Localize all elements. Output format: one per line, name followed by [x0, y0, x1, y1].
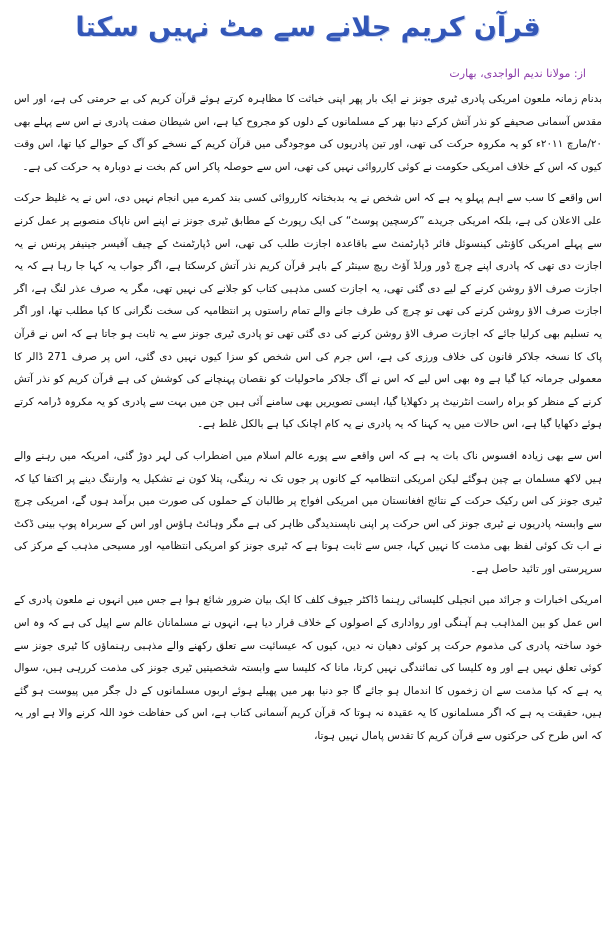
- article-paragraph: بدنام زمانہ ملعون امریکی پادری ٹیری جونز نے ایک بار پھر اپنی خباثت کا مظاہرہ کرتے ہوئے قرآن کریم کی بے حرمتی کی ہے، اور اس مقدس آسمانی صحیفے کو نذر آتش کرکے دنیا بھر کے مسلمانوں کے دلوں کو مجروح کیا ہے، اس شیطان صفت پادری نے اس سے پہلے بھی ۲۰/مارچ ۲۰۱۱ء کو یہ مکروہ حرکت کی تھی، اور تین پادریوں کی موجودگی میں قرآن کریم کے نسخے کو آگ کے حوالے کیا تھا، اس وقت کیوں کہ اس کے خلاف امریکی حکومت نے کوئی کارروائی نہیں کی تھی، اس سے حوصلہ پاکر اس کم بخت نے دوبارہ یہ حرکت کی ہے۔: [14, 93, 602, 173]
- article-paragraph: امریکی اخبارات و جرائد میں انجیلی کلیسائی رہنما ڈاکٹر جیوف کلف کا ایک بیان ضرور شائع ہوا ہے جس میں انہوں نے ملعون پادری کے اس عمل کو بین المذاہب ہم آہنگی اور رواداری کے اصولوں کے خلاف قرار دیا ہے، انہوں نے مسلمانان عالم سے اپیل کی ہے کہ وہ اس خود ساختہ پادری کی مذموم حرکت پر کوئی دھیان نہ دیں، کیوں کہ عیسائیت سے تعلق رکھنے والے مذہبی رہنماؤں کا ٹیری جونز سے کوئی تعلق نہیں ہے اور وہ کلیسا کی نمائندگی نہیں کرتا، مانا کہ کلیسا سے وابستہ شخصیتیں ٹیری جونز کی مذمت کررہی ہیں، سوال یہ ہے کہ کیا مذمت سے ان زخموں کا اندمال ہو جائے گا جو دنیا بھر میں پھیلے ہوئے اربوں مسلمانوں کے دل جگر میں پیوست ہو گئے ہیں، حقیقت یہ ہے کہ اگر مسلمانوں کا یہ عقیدہ نہ ہوتا کہ قرآن کریم آسمانی کتاب ہے، اس کی حفاظت خود اللہ کرنے والا ہے اور یہ کہ اس طرح کی حرکتوں سے قرآن کریم کا تقدس پامال نہیں ہوتا،: [14, 594, 602, 743]
- article-paragraph: اس واقعے کا سب سے اہم پہلو یہ ہے کہ اس شخص نے یہ بدبختانہ کارروائی کسی بند کمرے میں انجام نہیں دی، اس نے یہ غلیظ حرکت علی الاعلان کی ہے، بلکہ امریکی جریدے ”کرسچین پوسٹ“ کی ایک رپورٹ کے مطابق ٹیری جونز نے اپنے اس ناپاک منصوبے پر عمل کرنے سے پہلے امریکی کاؤنٹی کینسوئل فائر ڈپارٹمنٹ سے باقاعدہ اجازت طلب کی تھی، اس ڈپارٹمنٹ کے چیف آفیسر جینیفر پرنس نے یہ اجازت دی تھی کہ پادری اپنے چرچ ڈور ورلڈ آؤٹ ریچ سینٹر کے باہر قرآن کریم نذر آتش کرسکتا ہے، اگر جواب یہ کہا جا رہا ہے کہ یہ اجازت صرف الاؤ روشن کرنے کے لیے دی گئی تھی، یہ اجازت کسی مذہبی کتاب کو جلانے کی نہیں تھی، مگر یہ صرف عذر لنگ ہے، اگر اجازت صرف الاؤ روشن کرنے کی تھی تو چرچ کی طرف جانے والے تمام راستوں پر انتظامیہ کی سخت نگرانی کا کیا مطلب تھا، اور اگر یہ تسلیم بھی کرلیا جائے کہ اجازت صرف الاؤ روشن کرنے کی دی گئی تھی تو پادری ٹیری جونز سے یہ ثابت ہو جاتا ہے کہ اس نے قرآن پاک کا نسخہ جلاکر قانون کی خلاف ورزی کی ہے، اس جرم کی اس شخص کو سزا کیوں نہیں دی گئی، اس پر صرف 271 ڈالر کا معمولی جرمانہ کیا گیا ہے وہ بھی اس لیے کہ اس نے آگ جلاکر ماحولیات کو نقصان پہنچانے کی کوشش کی ہے قرآن کریم کو نذر آتش کرنے کے منظر کو براہ راست انٹرنیٹ پر دکھلایا گیا، ایسی تصویریں بھی سامنے آئی ہیں جن میں بہت سے پادری کو یہ مکروہ ڈرامہ کرتے ہوئے دکھایا گیا ہے، اس حالات میں یہ کہنا کہ یہ پادری نے یہ کام اچانک کیا ہے بالکل غلط ہے۔: [14, 192, 602, 431]
- author-byline: از: مولانا ندیم الواجدی، بھارت: [449, 67, 586, 80]
- article-paragraph: اس سے بھی زیادہ افسوس ناک بات یہ ہے کہ اس واقعے سے پورے عالم اسلام میں اضطراب کی لہر دوڑ گئی، امریکہ میں رہنے والے ہیں لاکھ مسلمان بے چین ہوگئے لیکن امریکی انتظامیہ کے کانوں پر جوں تک نہ رینگی، پتلا کون نے تشکیل یہ وارننگ دینے پر اکتفا کیا کہ ٹیری جونز کی اس رکیک حرکت کے نتائج افغانستان میں امریکی افواج پر طالبان کے حملوں کی صورت میں برآمد ہوں گے، امریکی چرچ سے وابستہ پادریوں نے ٹیری جونز کی اس حرکت پر اپنی ناپسندیدگی ظاہر کی ہے مگر وہائٹ ہاؤس اور اس کے سربراہ پوپ بینی ڈکٹ نے اب تک کوئی لفظ بھی مذمت کا نہیں کہا، جس سے ثابت ہوتا ہے کہ ٹیری جونز کو امریکی انتظامیہ اور مسیحی مذہب کے مرکز کی سرپرستی اور تائید حاصل ہے۔: [14, 449, 602, 575]
- article-title: قرآن کریم جلانے سے مٹ نہیں سکتا: [75, 12, 541, 43]
